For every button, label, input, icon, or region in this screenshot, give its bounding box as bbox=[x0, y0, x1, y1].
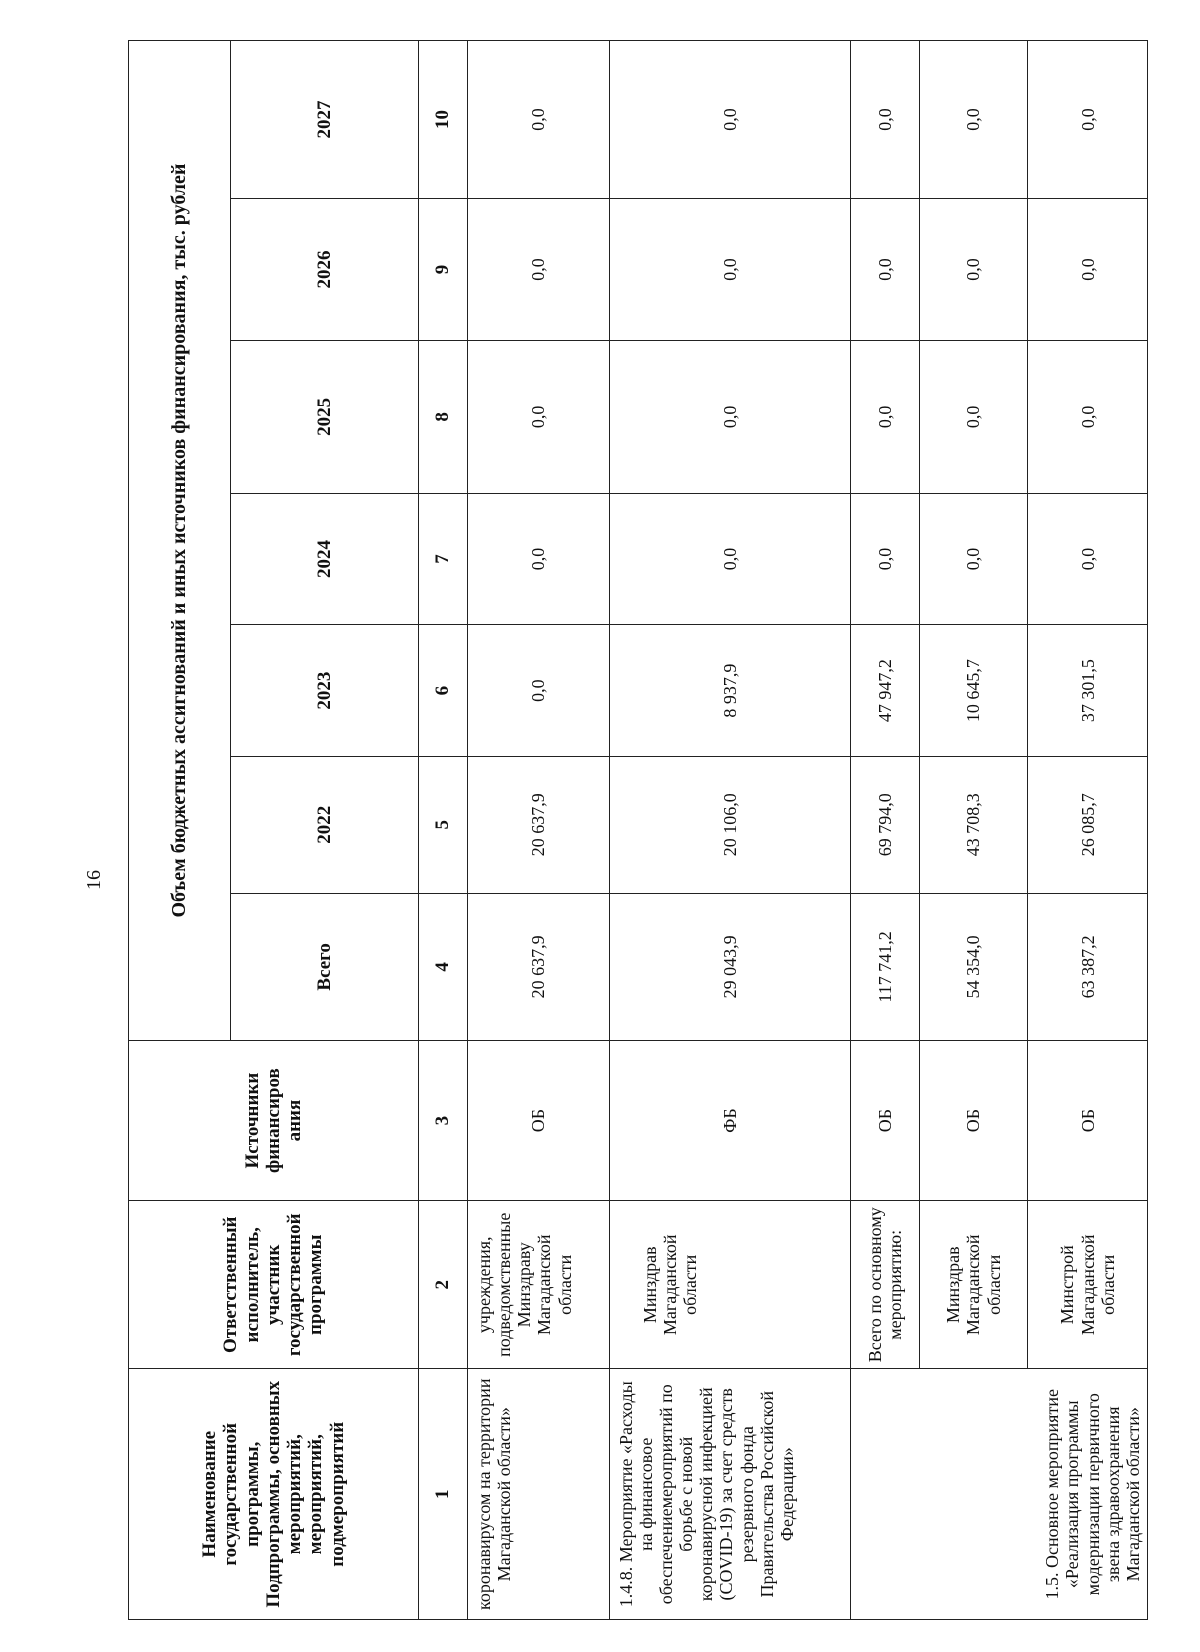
row-value: 0,0 bbox=[467, 341, 609, 494]
header-year-2025: 2025 bbox=[230, 341, 418, 494]
row-name: 1.4.8. Мероприятие «Расходы на финансовое обеспечениемероприятий по борьбе с новой коронавирусной инфекцией (COVID-19) за счет средств резервного фонда Правительства Российской Федерации» bbox=[609, 1369, 850, 1620]
header-name: Наименование государственной программы, Подпрограммы, основных мероприятий, мероприятий, подмероприятий bbox=[129, 1369, 419, 1620]
header-executor: Ответственный исполнитель, участник государственной программы bbox=[129, 1201, 419, 1369]
row-value: 20 637,9 bbox=[467, 893, 609, 1040]
row-source: ФБ bbox=[609, 1041, 850, 1201]
table-row bbox=[851, 41, 920, 1620]
row-value: 69 794,0 bbox=[851, 756, 920, 893]
header-year-2022: 2022 bbox=[230, 756, 418, 893]
header-total: Всего bbox=[230, 893, 418, 1040]
row-value: 0,0 bbox=[467, 41, 609, 199]
row-value: 0,0 bbox=[609, 493, 850, 625]
row-executor: Минстрой Магаданской области bbox=[1028, 1201, 1148, 1369]
row-executor: Минздрав Магаданской области bbox=[919, 1201, 1028, 1369]
row-source: ОБ bbox=[467, 1041, 609, 1201]
page-number: 16 bbox=[82, 870, 105, 890]
row-value: 0,0 bbox=[851, 198, 920, 340]
column-number: 6 bbox=[419, 625, 468, 757]
row-value: 0,0 bbox=[609, 41, 850, 199]
column-number: 1 bbox=[419, 1369, 468, 1620]
row-value: 0,0 bbox=[467, 625, 609, 757]
row-value: 0,0 bbox=[1028, 493, 1148, 625]
column-number: 3 bbox=[419, 1041, 468, 1201]
row-value: 0,0 bbox=[851, 341, 920, 494]
header-year-2026: 2026 bbox=[230, 198, 418, 340]
column-number: 8 bbox=[419, 341, 468, 494]
row-executor: Минздрав Магаданской области bbox=[609, 1201, 850, 1369]
row-name: 1.5. Основное мероприятие «Реализация программы модернизации первичного звена здравоохранения Магаданской области» bbox=[851, 1369, 1148, 1620]
column-number: 9 bbox=[419, 198, 468, 340]
row-executor: учреждения, подведомственные Минздраву Магаданской области bbox=[467, 1201, 609, 1369]
column-number: 7 bbox=[419, 493, 468, 625]
row-value: 54 354,0 bbox=[919, 893, 1028, 1040]
row-value: 10 645,7 bbox=[919, 625, 1028, 757]
row-source: ОБ bbox=[919, 1041, 1028, 1201]
column-number: 5 bbox=[419, 756, 468, 893]
table-row bbox=[467, 41, 609, 1620]
header-year-2027: 2027 bbox=[230, 41, 418, 199]
row-value: 37 301,5 bbox=[1028, 625, 1148, 757]
row-value: 0,0 bbox=[919, 493, 1028, 625]
row-value: 8 937,9 bbox=[609, 625, 850, 757]
row-executor-total: Всего по основному мероприятию: bbox=[851, 1201, 920, 1369]
column-number: 2 bbox=[419, 1201, 468, 1369]
row-value: 0,0 bbox=[851, 493, 920, 625]
column-number-row bbox=[419, 41, 468, 1620]
row-value: 0,0 bbox=[1028, 41, 1148, 199]
row-value: 0,0 bbox=[851, 41, 920, 199]
row-value: 20 637,9 bbox=[467, 756, 609, 893]
row-value: 0,0 bbox=[919, 341, 1028, 494]
header-year-2024: 2024 bbox=[230, 493, 418, 625]
row-value: 0,0 bbox=[919, 198, 1028, 340]
column-number: 10 bbox=[419, 41, 468, 199]
row-value: 0,0 bbox=[1028, 198, 1148, 340]
row-value: 0,0 bbox=[609, 198, 850, 340]
row-value: 0,0 bbox=[467, 493, 609, 625]
row-source: ОБ bbox=[1028, 1041, 1148, 1201]
header-budget-group: Объем бюджетных ассигнований и иных источников финансирования, тыс. рублей bbox=[129, 41, 231, 1041]
funding-table bbox=[128, 40, 1148, 1620]
table-row bbox=[609, 41, 850, 1620]
row-value: 26 085,7 bbox=[1028, 756, 1148, 893]
table-container bbox=[128, 40, 1148, 1620]
row-value: 20 106,0 bbox=[609, 756, 850, 893]
header-year-2023: 2023 bbox=[230, 625, 418, 757]
row-value: 43 708,3 bbox=[919, 756, 1028, 893]
row-name: коронавирусом на территории Магаданской области» bbox=[467, 1369, 609, 1620]
row-value: 29 043,9 bbox=[609, 893, 850, 1040]
row-value: 0,0 bbox=[609, 341, 850, 494]
column-number: 4 bbox=[419, 893, 468, 1040]
row-value: 0,0 bbox=[467, 198, 609, 340]
row-value: 0,0 bbox=[1028, 341, 1148, 494]
row-value: 117 741,2 bbox=[851, 893, 920, 1040]
row-source: ОБ bbox=[851, 1041, 920, 1201]
row-value: 47 947,2 bbox=[851, 625, 920, 757]
row-value: 63 387,2 bbox=[1028, 893, 1148, 1040]
header-source: Источники финансиров ания bbox=[129, 1041, 419, 1201]
row-value: 0,0 bbox=[919, 41, 1028, 199]
